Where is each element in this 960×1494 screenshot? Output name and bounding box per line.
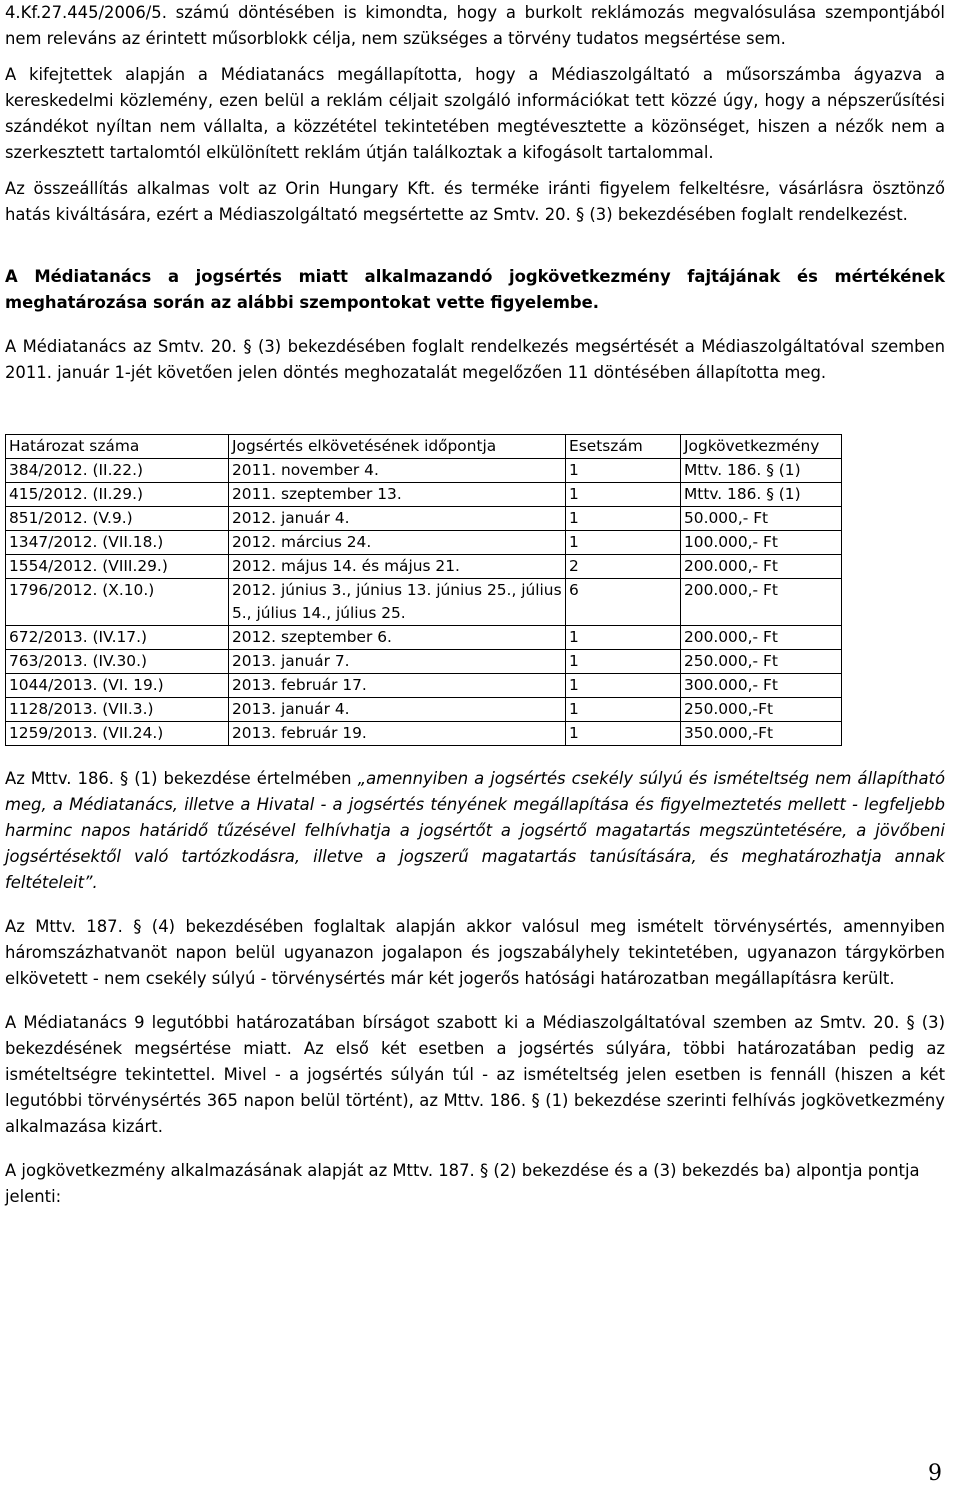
table-cell: 200.000,- Ft	[681, 555, 842, 579]
table-header-row	[6, 435, 842, 459]
table-cell: 300.000,- Ft	[681, 674, 842, 698]
table-cell: 1	[566, 698, 681, 722]
text-intro: Az Mttv. 186. § (1) bekezdése értelmében	[5, 769, 358, 788]
column-header: Esetszám	[566, 435, 681, 459]
table-cell: 384/2012. (II.22.)	[6, 459, 229, 483]
table-row	[6, 698, 842, 722]
table-cell: 200.000,- Ft	[681, 579, 842, 626]
paragraph-prior-decisions: A Médiatanács az Smtv. 20. § (3) bekezdésében foglalt rendelkezés megsértését a Médiaszolgáltatóval szemben 2011. január 1-jét követően jelen döntés meghozatalát megelőzően 11 döntésében állapította meg.	[5, 337, 945, 382]
table-cell: 1	[566, 626, 681, 650]
table-cell: 2013. január 7.	[229, 650, 566, 674]
table-cell: 1347/2012. (VII.18.)	[6, 531, 229, 555]
table-row	[6, 531, 842, 555]
table-body	[6, 459, 842, 746]
table-cell: 200.000,- Ft	[681, 626, 842, 650]
page-number: 9	[928, 1461, 942, 1486]
table-cell: 2013. február 17.	[229, 674, 566, 698]
legal-quote: „amennyiben a jogsértés csekély súlyú és ismételtség nem állapítható meg, a Médiatanács, illetve a Hivatal - a jogsértés tényének megállapítása és figyelmeztetés mellett - legfeljebb harminc napos határidő tűzésével felhívhatja a jogsértőt a jogsértő magatartás megszüntetésére, a jövőbeni jogsértésektől való tartózkodásra, illetve a jogszerű magatartás tanúsítására, és meghatározhatja annak feltételeit”.	[5, 769, 946, 892]
table-row	[6, 555, 842, 579]
table-cell: 2012. szeptember 6.	[229, 626, 566, 650]
table-cell: 1128/2013. (VII.3.)	[6, 698, 229, 722]
column-header: Jogkövetkezmény	[681, 435, 842, 459]
table-cell: 1	[566, 674, 681, 698]
table-cell: 1796/2012. (X.10.)	[6, 579, 229, 626]
table-cell: 2011. november 4.	[229, 459, 566, 483]
table-cell: 1	[566, 531, 681, 555]
table-cell: 2	[566, 555, 681, 579]
paragraph-legal-basis: A jogkövetkezmény alkalmazásának alapját az Mttv. 187. § (2) bekezdése és a (3) bekezdés ba) alpontja pontja jelenti:	[5, 1161, 920, 1206]
decisions-table	[5, 434, 842, 746]
paragraph-fines: A Médiatanács 9 legutóbbi határozatában bírságot szabott ki a Médiaszolgáltatóval szemben az Smtv. 20. § (3) bekezdésének megsértése miatt. Az első két esetben a jogsértés súlyára, többi határozatában pedig az ismételtségre tekintettel. Mivel - a jogsértés súlyán túl - az ismételtség jelen esetben is fennáll (hiszen a két legutóbbi törvénysértés 365 napon belül történt), az Mttv. 186. § (1) bekezdése szerinti felhívás jogkövetkezmény alkalmazása kizárt.	[5, 1013, 945, 1136]
table-cell: 2013. január 4.	[229, 698, 566, 722]
table-row	[6, 674, 842, 698]
table-cell: 1554/2012. (VIII.29.)	[6, 555, 229, 579]
table-cell: 763/2013. (IV.30.)	[6, 650, 229, 674]
table-cell: 1044/2013. (VI. 19.)	[6, 674, 229, 698]
table-row	[6, 722, 842, 746]
column-header: Határozat száma	[6, 435, 229, 459]
paragraph-findings: A kifejtettek alapján a Médiatanács megállapította, hogy a Médiaszolgáltató a műsorszámba ágyazva a kereskedelmi közlemény, ezen belül a reklám céljait szolgáló információkat tett közzé úgy, hogy a népszerűsítési szándékot nyíltan nem vállalta, a közzététel tekintetében megtévesztette a közönséget, hiszen a nézők nem a szerkesztett tartalomtól elkülönített reklám útján találkoztak a kifogásolt tartalommal.	[5, 65, 945, 162]
table-cell: 851/2012. (V.9.)	[6, 507, 229, 531]
document-page	[5, 0, 945, 1210]
table-cell: 2012. május 14. és május 21.	[229, 555, 566, 579]
table-cell: 1	[566, 459, 681, 483]
table-row	[6, 507, 842, 531]
paragraph-court-ruling: 4.Kf.27.445/2006/5. számú döntésében is kimondta, hogy a burkolt reklámozás megvalósulása szempontjából nem releváns az érintett műsorblokk célja, nem szükséges a törvény tudatos megsértése sem.	[5, 3, 945, 48]
column-header: Jogsértés elkövetésének időpontja	[229, 435, 566, 459]
table-cell: 100.000,- Ft	[681, 531, 842, 555]
table-row	[6, 650, 842, 674]
table-cell: Mttv. 186. § (1)	[681, 483, 842, 507]
table-cell: 2012. március 24.	[229, 531, 566, 555]
paragraph-mttv-187: Az Mttv. 187. § (4) bekezdésében foglaltak alapján akkor valósul meg ismételt törvénysértés, amennyiben háromszázhatvanöt napon belül ugyanazon jogalapon és jogszabályhely tekintetében, ugyanazon tárgykörben elkövetett - nem csekély súlyú - törvénysértés már két jogerős hatósági határozatban megállapításra került.	[5, 917, 945, 988]
table-cell: 50.000,- Ft	[681, 507, 842, 531]
paragraph-violation: Az összeállítás alkalmas volt az Orin Hungary Kft. és terméke iránti figyelem felkeltésre, vásárlásra ösztönző hatás kiváltására, ezért a Médiaszolgáltató megsértette az Smtv. 20. § (3) bekezdésében foglalt rendelkezést.	[5, 179, 945, 224]
table-cell: 1	[566, 507, 681, 531]
table-cell: 672/2013. (IV.17.)	[6, 626, 229, 650]
table-cell: 2013. február 19.	[229, 722, 566, 746]
table-cell: 415/2012. (II.29.)	[6, 483, 229, 507]
table-cell: Mttv. 186. § (1)	[681, 459, 842, 483]
table-row	[6, 626, 842, 650]
table-row	[6, 459, 842, 483]
table-cell: 6	[566, 579, 681, 626]
table-row	[6, 579, 842, 626]
table-cell: 1	[566, 483, 681, 507]
table-cell: 1	[566, 650, 681, 674]
paragraph-mttv-186	[5, 766, 945, 896]
table-cell: 2012. január 4.	[229, 507, 566, 531]
table-cell: 250.000,-Ft	[681, 698, 842, 722]
table-cell: 1	[566, 722, 681, 746]
table-row	[6, 483, 842, 507]
table-cell: 2011. szeptember 13.	[229, 483, 566, 507]
section-heading: A Médiatanács a jogsértés miatt alkalmazandó jogkövetkezmény fajtájának és mértékének meghatározása során az alábbi szempontokat vette figyelembe.	[5, 267, 945, 312]
table-cell: 250.000,- Ft	[681, 650, 842, 674]
table-cell: 2012. június 3., június 13. június 25., július 5., július 14., július 25.	[229, 579, 566, 626]
table-cell: 1259/2013. (VII.24.)	[6, 722, 229, 746]
table-cell: 350.000,-Ft	[681, 722, 842, 746]
